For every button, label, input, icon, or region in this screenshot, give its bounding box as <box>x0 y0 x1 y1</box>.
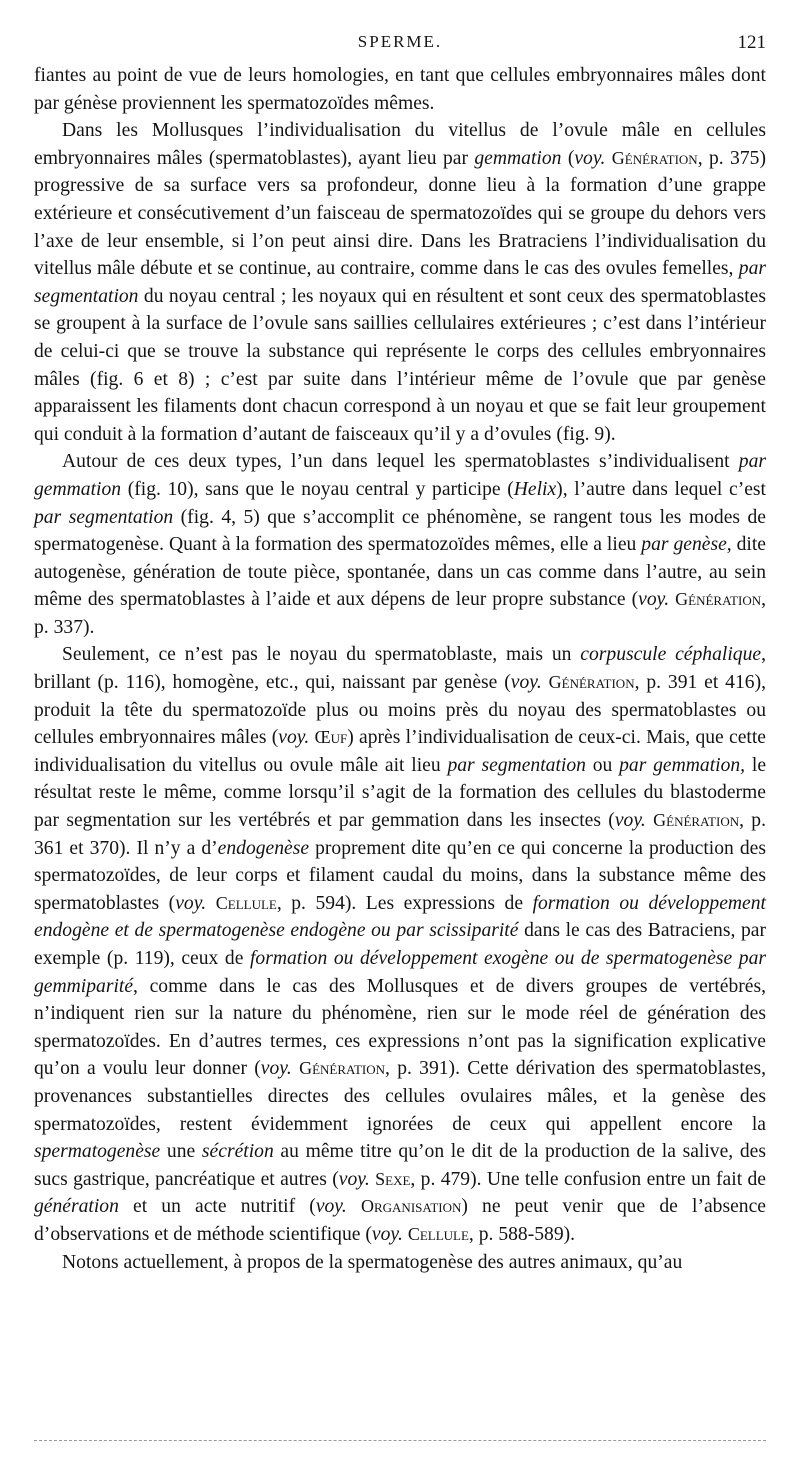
voy-reference: voy. <box>278 727 310 749</box>
voy-reference: voy. <box>371 1223 403 1245</box>
voy-reference: voy. <box>614 810 646 832</box>
text-run: ), l’autre dans lequel c’est <box>556 478 766 500</box>
text-run: (fig. 4, 5) que s’accomplit ce phénomène, se rangent tous les modes de spermatogenèse. Quant à la formation des spermatozoïdes mêmes, elle a lieu <box>34 506 766 556</box>
italic-term: par gemmation <box>34 451 766 500</box>
text-run: , p. 391). Cette dérivation des spermatoblastes, provenances substantielles directes des cellules ovulaires mâles, et la genèse des spermatozoïdes, restent évidemment ignorées de ceux qui appellent encore la <box>34 1058 766 1135</box>
text-run: Dans les Mollusques l’individualisation du vitellus de l’ovule mâle en cellules embryonnaires mâles (spermatoblastes), ayant lieu par <box>34 120 766 169</box>
text-run: , p. 594). Les expressions de <box>276 892 533 914</box>
text-run: ( <box>561 147 575 169</box>
italic-term: corpuscule céphalique <box>580 644 762 666</box>
voy-reference: voy. <box>638 589 670 611</box>
italic-term: par segmentation <box>34 258 766 307</box>
bottom-rule <box>34 1440 766 1441</box>
cross-reference: Cellule <box>407 1223 469 1244</box>
text-run: , p. 588-589). <box>468 1223 576 1245</box>
text-run: , p. 361 et 370). Il n’y a d’ <box>34 810 767 859</box>
italic-term: génération <box>34 1196 119 1218</box>
text-run: , brillant (p. 116), homogène, etc., qui, naissant par genèse ( <box>34 644 766 694</box>
cross-reference: Génération <box>299 1058 386 1079</box>
italic-term: endogenèse <box>217 837 310 859</box>
text-run: le résultat reste le même, comme lorsqu’il s’agit de la formation des cellules du blastoderme par segmentation sur les vertébrés et par gemmation dans les insectes ( <box>34 754 767 832</box>
text-run: Notons actuellement, à propos de la spermatogenèse des autres animaux, qu’au <box>62 1251 683 1273</box>
text-run: ) ne peut venir que de l’absence d’observations et de méthode scientifique ( <box>34 1196 766 1245</box>
cross-reference: Génération <box>653 810 740 831</box>
running-head: SPERME. <box>357 32 443 51</box>
cross-reference: Organisation <box>360 1196 462 1217</box>
text-run: dite autogenèse, génération de toute pièce, spontanée, dans un cas comme dans l’autre, au sein même des spermatoblastes à l’aide et aux dépens de leur propre substance ( <box>34 534 767 611</box>
text-run: (fig. 10), sans que le noyau central y participe ( <box>121 478 514 500</box>
paragraph-two-types <box>34 448 766 641</box>
italic-term: par segmentation <box>34 506 174 528</box>
italic-term: par genèse, <box>641 534 732 556</box>
italic-term: formation ou développement endogène et de spermatogenèse endogène ou par scissiparité <box>34 892 766 942</box>
text-run <box>347 1196 361 1217</box>
cross-reference: Sexe <box>375 1168 411 1189</box>
text-run: dans le cas des Batraciens, par exemple (p. 119), ceux de <box>34 920 766 969</box>
page-number: 121 <box>737 32 766 53</box>
text-run: du noyau central ; les noyaux qui en résultent et sont ceux des spermatoblastes se groupent à la surface de l’ovule sans saillies cellulaires extérieures ; c’est dans l’intérieur de celui-ci que se trouve la substance qui représente le corps des cellules embryonnaires mâles (fig. 6 et 8) ; c’est par suite dans l’intérieur même de l’ovule que par genèse apparaissent les filaments dont chacun correspond à un noyau et que se fait leur groupement qui conduit à la formation d’autant de faisceaux qu’il y a d’ovules (fig. 9). <box>34 285 766 445</box>
text-run: Autour de ces deux types, l’un dans lequel les spermatoblastes s’individualisent <box>62 451 739 473</box>
italic-term: Helix <box>513 478 557 500</box>
paragraph-mollusques <box>34 117 766 448</box>
italic-term: par segmentation <box>447 754 586 776</box>
cross-reference: Cellule <box>215 892 277 913</box>
text-run: Seulement, ce n’est pas le noyau du spermatoblaste, mais un <box>62 644 581 666</box>
text-run: , p. 391 et 416), produit la tête du spermatozoïde plus ou moins près du noyau des spermatoblastes ou cellules embryonnaires mâles ( <box>34 672 766 749</box>
body-text <box>34 62 766 1276</box>
text-run: , p. 479). Une telle confusion entre un fait de <box>410 1168 766 1190</box>
italic-term: sécrétion <box>201 1141 274 1163</box>
text-run: proprement dite qu’en ce qui concerne la production des spermatozoïdes, de leur corps et filament caudal du moins, dans la substance même des spermatoblastes ( <box>34 837 766 914</box>
italic-term: formation ou développement exogène ou de spermatogenèse par gemmiparité <box>34 948 767 997</box>
voy-reference: voy. <box>574 147 606 169</box>
text-run: , p. 337). <box>34 589 767 638</box>
italic-term: spermatogenèse <box>34 1141 161 1163</box>
voy-reference: voy. <box>510 672 542 694</box>
text-run: ou <box>585 754 620 776</box>
voy-reference: voy. <box>260 1058 292 1080</box>
text-run: ) après l’individualisation de ceux-ci. Mais, que cette individualisation du vitellus ou ovule mâle ait lieu <box>34 727 766 776</box>
italic-term: par gemmation, <box>619 754 746 776</box>
cross-reference: Œuf <box>314 727 348 748</box>
text-run: une <box>160 1141 202 1163</box>
page-header <box>34 32 766 56</box>
voy-reference: voy. <box>315 1196 347 1218</box>
text-run: et un acte nutritif ( <box>118 1196 316 1218</box>
cross-reference: Génération <box>611 147 698 168</box>
voy-reference: voy. <box>175 892 207 914</box>
voy-reference: voy. <box>338 1168 370 1190</box>
italic-term: gemmation <box>474 147 562 169</box>
paragraph-notons <box>34 1249 766 1277</box>
cross-reference: Génération <box>675 589 762 610</box>
text-run: , comme dans le cas des Mollusques et de divers groupes de vertébrés, n’indiquent rien sur la nature du phénomène, rien sur le mode réel de génération des spermatozoïdes. En d’autres termes, ces expressions n’ont pas la signification explicative qu’on a voulu leur donner ( <box>34 975 766 1080</box>
text-run <box>206 893 216 914</box>
text-run: fiantes au point de vue de leurs homologies, en tant que cellules embryonnaires mâles dont par génèse proviennent les spermatozoïdes mêmes. <box>34 65 766 114</box>
text-run: , p. 375) progressive de sa surface vers sa profondeur, donne lieu à la formation d’une grappe extérieure et consécutivement d’un faisceau de spermatozoïdes qui se groupe du dehors vers l’axe de leur ensemble, si l’on peut ainsi dire. Dans les Bratraciens l’individualisation du vitellus mâle débute et se continue, au contraire, comme dans le cas des ovules femelles, <box>34 147 766 280</box>
text-run <box>292 1058 299 1079</box>
paragraph-continuation <box>34 62 766 117</box>
paragraph-seulement <box>34 641 766 1248</box>
text-run: au même titre qu’on le dit de la production de la salive, des sucs gastrique, pancréatique et autres ( <box>34 1141 766 1190</box>
text-run <box>542 672 549 693</box>
cross-reference: Génération <box>548 672 635 693</box>
